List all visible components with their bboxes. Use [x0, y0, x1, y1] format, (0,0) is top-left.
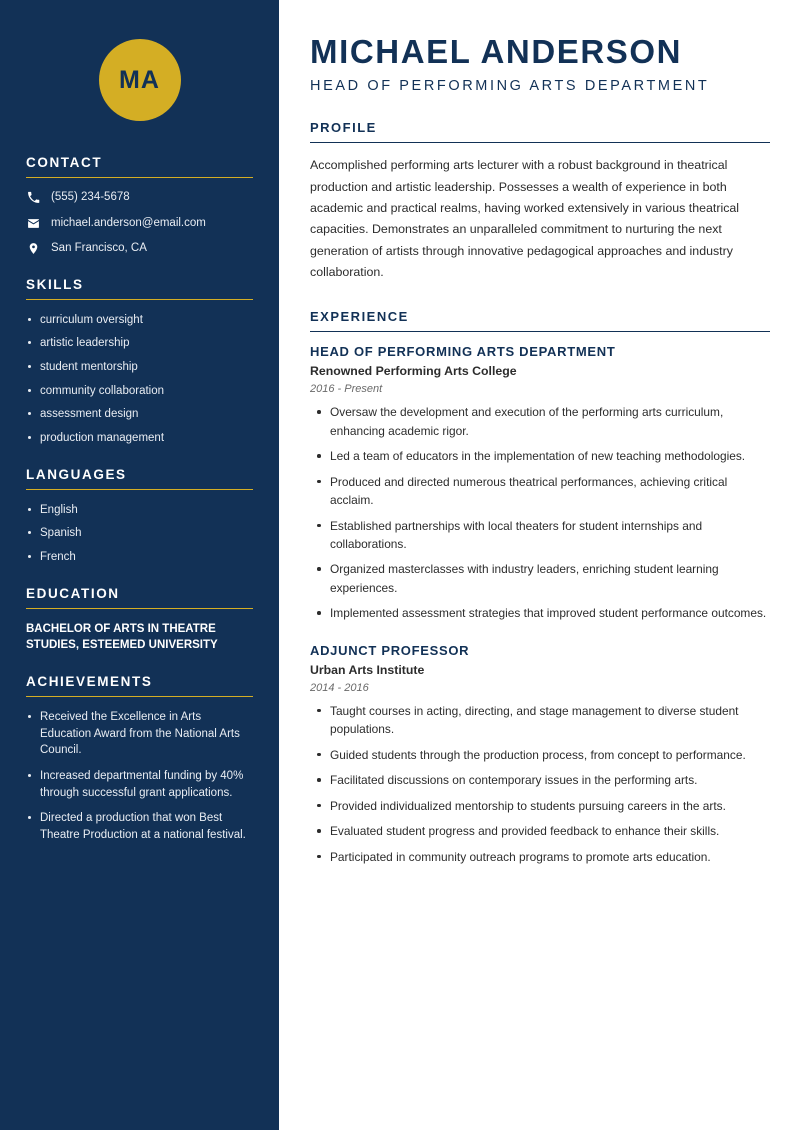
- languages-list: [26, 502, 253, 566]
- list-item: Produced and directed numerous theatrical performances, achieving critical acclaim.: [314, 473, 770, 510]
- skills-divider: [26, 299, 253, 300]
- experience-divider: [310, 331, 770, 332]
- list-item: French: [26, 549, 253, 566]
- experience-role: ADJUNCT PROFESSOR: [310, 642, 470, 658]
- list-item: production management: [26, 430, 253, 447]
- list-item: community collaboration: [26, 383, 253, 400]
- education-degree: BACHELOR OF ARTS IN THEATRE STUDIES, ESTEEMED UNIVERSITY: [26, 622, 218, 652]
- list-item: Led a team of educators in the implementation of new teaching methodologies.: [314, 447, 770, 465]
- experience-spacer: [310, 636, 770, 643]
- experience-role: HEAD OF PERFORMING ARTS DEPARTMENT: [310, 344, 616, 360]
- contact-location-value: San Francisco, CA: [51, 242, 147, 255]
- profile-divider: [310, 142, 770, 143]
- languages-heading: LANGUAGES: [26, 466, 127, 482]
- list-item: Spanish: [26, 525, 253, 542]
- header-job-title: HEAD OF PERFORMING ARTS DEPARTMENT: [310, 78, 710, 95]
- education-section: [26, 586, 253, 654]
- list-item: Directed a production that won Best Theatre Production at a national festival.: [26, 810, 253, 843]
- experience-bullets: [314, 702, 770, 866]
- list-item: artistic leadership: [26, 335, 253, 352]
- main-content: [279, 0, 800, 1130]
- list-item: Facilitated discussions on contemporary issues in the performing arts.: [314, 771, 770, 789]
- experience-item: [310, 643, 770, 866]
- sidebar: [0, 0, 279, 1130]
- experience-organization: Urban Arts Institute: [310, 662, 425, 677]
- languages-section: [26, 467, 253, 566]
- experience-bullets: [314, 403, 770, 623]
- experience-heading: EXPERIENCE: [310, 309, 409, 325]
- sidebar-edge: [273, 0, 279, 1130]
- contact-phone-value: (555) 234-5678: [51, 191, 130, 203]
- list-item: English: [26, 502, 253, 519]
- list-item: Participated in community outreach programs to promote arts education.: [314, 848, 770, 866]
- list-item: Organized masterclasses with industry leaders, enriching student learning experiences.: [314, 560, 770, 597]
- list-item: Increased departmental funding by 40% through successful grant applications.: [26, 768, 253, 801]
- experience-item: [310, 344, 770, 623]
- avatar-container: [26, 0, 253, 155]
- skills-section: [26, 277, 253, 447]
- achievements-heading: ACHIEVEMENTS: [26, 673, 153, 689]
- list-item: Provided individualized mentorship to students pursuing careers in the arts.: [314, 797, 770, 815]
- profile-text: Accomplished performing arts lecturer with a robust background in theatrical production and artistic leadership. Possesses a wealth of experience in both academic and practical realms, having worked extensively in various theatrical capacities. Demonstrates an unparalleled commitment to nurturing the next generation of artists through innovative pedagogical approaches and industry collaboration.: [310, 158, 740, 279]
- list-item: student mentorship: [26, 359, 253, 376]
- list-item: assessment design: [26, 406, 253, 423]
- education-divider: [26, 608, 253, 609]
- location-pin-icon: [26, 242, 40, 255]
- profile-section: [310, 120, 770, 283]
- list-item: Established partnerships with local theaters for student internships and collaborations.: [314, 517, 770, 554]
- contact-email-value: michael.anderson@email.com: [51, 216, 206, 229]
- contact-item-email[interactable]: [26, 216, 253, 232]
- experience-section: [310, 309, 770, 866]
- achievements-divider: [26, 696, 253, 697]
- list-item: Received the Excellence in Arts Education Award from the National Arts Council.: [26, 709, 253, 759]
- contact-section: [26, 155, 253, 257]
- list-item: Implemented assessment strategies that improved student performance outcomes.: [314, 604, 770, 622]
- list-item: Evaluated student progress and provided feedback to enhance their skills.: [314, 822, 770, 840]
- experience-dates: 2014 - 2016: [310, 681, 369, 694]
- profile-heading: PROFILE: [310, 120, 377, 136]
- skills-heading: SKILLS: [26, 276, 84, 292]
- list-item: Oversaw the development and execution of the performing arts curriculum, enhancing academic rigor.: [314, 403, 770, 440]
- envelope-icon: [26, 217, 40, 230]
- phone-icon: [26, 191, 40, 204]
- contact-item-location[interactable]: [26, 241, 253, 257]
- avatar-initials: MA: [99, 39, 181, 121]
- experience-dates: 2016 - Present: [310, 383, 383, 396]
- contact-heading: CONTACT: [26, 155, 103, 170]
- contact-divider: [26, 177, 253, 178]
- achievements-list: [26, 709, 253, 844]
- achievements-section: [26, 674, 253, 844]
- education-heading: EDUCATION: [26, 585, 120, 601]
- contact-item-phone[interactable]: [26, 190, 253, 206]
- languages-divider: [26, 489, 253, 490]
- list-item: Guided students through the production process, from concept to performance.: [314, 746, 770, 764]
- list-item: Taught courses in acting, directing, and stage management to diverse student populations.: [314, 702, 770, 739]
- page-title: MICHAEL ANDERSON: [310, 33, 683, 70]
- experience-organization: Renowned Performing Arts College: [310, 364, 517, 379]
- list-item: curriculum oversight: [26, 312, 253, 329]
- skills-list: [26, 312, 253, 447]
